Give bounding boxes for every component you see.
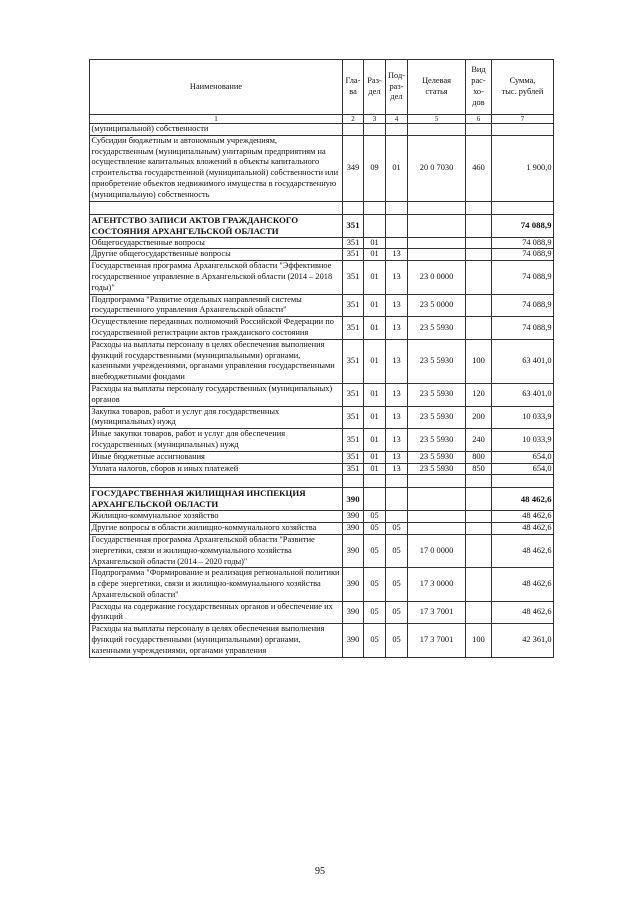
table-row: [90, 488, 554, 511]
table-row: [90, 601, 554, 624]
row-amount-cell: 48 462,6: [492, 601, 554, 624]
header-expense-type: Вид рас- хо- дов: [466, 60, 492, 115]
row-subsection-cell: 13: [386, 429, 408, 452]
row-section-cell: 01: [364, 317, 386, 340]
row-subsection-cell: 05: [386, 523, 408, 535]
row-chapter-cell: 390: [343, 624, 364, 657]
row-name-cell: Государственная программа Архангельской области "Эффективное государственное управление в Архангельской области (2014 – 2018 годы)": [90, 261, 343, 294]
row-name-cell: Подпрограмма "Формирование и реализация региональной политики в сфере энергетики, связи и жилищно-коммунального хозяйства Архангельской области": [90, 568, 343, 601]
row-expense-cell: [466, 214, 492, 237]
row-chapter-cell: 351: [343, 429, 364, 452]
row-target-cell: 23 5 5930: [408, 406, 466, 429]
row-chapter-cell: [343, 201, 364, 214]
row-target-cell: 23 5 5930: [408, 451, 466, 463]
row-name-cell: Подпрограмма "Развитие отдельных направлений системы государственного управления Архангельской области": [90, 294, 343, 317]
row-amount-cell: 74 088,9: [492, 294, 554, 317]
row-name-cell: Уплата налогов, сборов и иных платежей: [90, 463, 343, 475]
row-name-cell: Субсидии бюджетным и автономным учреждениям, государственным (муниципальным) унитарным предприятиям на осуществление капитальных вложений в объекты капитального строительства государственной (муниципальной) собственности или приобретение объектов недвижимого имущества в государственную (муниципальную) собственность: [90, 135, 343, 201]
column-index: 7: [492, 115, 554, 124]
row-section-cell: [364, 214, 386, 237]
row-chapter-cell: 390: [343, 523, 364, 535]
row-section-cell: 01: [364, 406, 386, 429]
row-target-cell: [408, 511, 466, 523]
row-name-cell: АГЕНТСТВО ЗАПИСИ АКТОВ ГРАЖДАНСКОГО СОСТОЯНИЯ АРХАНГЕЛЬСКОЙ ОБЛАСТИ: [90, 214, 343, 237]
budget-table: [89, 59, 554, 658]
row-section-cell: [364, 488, 386, 511]
row-subsection-cell: 13: [386, 317, 408, 340]
row-expense-cell: [466, 201, 492, 214]
row-target-cell: 23 5 5930: [408, 429, 466, 452]
row-name-cell: Расходы на выплаты персоналу государственных (муниципальных) органов: [90, 383, 343, 406]
row-subsection-cell: 13: [386, 383, 408, 406]
row-expense-cell: [466, 261, 492, 294]
row-expense-cell: [466, 237, 492, 249]
row-expense-cell: [466, 523, 492, 535]
row-section-cell: 05: [364, 534, 386, 567]
row-section-cell: 05: [364, 511, 386, 523]
row-subsection-cell: 05: [386, 601, 408, 624]
row-name-cell: Другие общегосударственные вопросы: [90, 249, 343, 261]
row-target-cell: 23 0 0000: [408, 261, 466, 294]
row-chapter-cell: 390: [343, 534, 364, 567]
row-amount-cell: 10 033,9: [492, 429, 554, 452]
table-row: [90, 317, 554, 340]
row-amount-cell: 48 462,6: [492, 488, 554, 511]
column-index: 1: [90, 115, 343, 124]
row-expense-cell: 800: [466, 451, 492, 463]
row-amount-cell: 654,0: [492, 463, 554, 475]
header-name: Наименование: [90, 60, 343, 115]
row-name-cell: Другие вопросы в области жилищно-коммунального хозяйства: [90, 523, 343, 535]
row-amount-cell: 42 361,0: [492, 624, 554, 657]
page-number: 95: [315, 866, 325, 877]
table-row: [90, 624, 554, 657]
row-subsection-cell: [386, 475, 408, 488]
row-name-cell: Иные закупки товаров, работ и услуг для обеспечения государственных (муниципальных) нужд: [90, 429, 343, 452]
row-expense-cell: [466, 511, 492, 523]
row-chapter-cell: 349: [343, 135, 364, 201]
row-subsection-cell: 13: [386, 406, 408, 429]
row-expense-cell: [466, 534, 492, 567]
row-amount-cell: 74 088,9: [492, 249, 554, 261]
row-name-cell: Закупка товаров, работ и услуг для государственных (муниципальных) нужд: [90, 406, 343, 429]
row-amount-cell: 74 088,9: [492, 214, 554, 237]
table-row: [90, 261, 554, 294]
row-amount-cell: [492, 201, 554, 214]
table-row: [90, 463, 554, 475]
row-section-cell: [364, 201, 386, 214]
row-section-cell: 01: [364, 429, 386, 452]
row-chapter-cell: 351: [343, 294, 364, 317]
row-amount-cell: 48 462,6: [492, 568, 554, 601]
row-chapter-cell: 351: [343, 261, 364, 294]
budget-sheet: [89, 59, 553, 658]
row-section-cell: 05: [364, 568, 386, 601]
row-name-cell: ГОСУДАРСТВЕННАЯ ЖИЛИЩНАЯ ИНСПЕКЦИЯ АРХАНГЕЛЬСКОЙ ОБЛАСТИ: [90, 488, 343, 511]
table-row: [90, 475, 554, 488]
row-target-cell: 23 5 5930: [408, 317, 466, 340]
row-chapter-cell: 351: [343, 317, 364, 340]
table-row: [90, 568, 554, 601]
row-name-cell: Жилищно-коммунальное хозяйство: [90, 511, 343, 523]
row-name-cell: Осуществление переданных полномочий Российской Федерации по государственной регистрации актов гражданского состояния: [90, 317, 343, 340]
row-subsection-cell: 13: [386, 249, 408, 261]
header-subsection: Под- раз- дел: [386, 60, 408, 115]
row-amount-cell: [492, 124, 554, 136]
row-chapter-cell: 390: [343, 488, 364, 511]
column-index: 3: [364, 115, 386, 124]
row-target-cell: 17 3 7001: [408, 624, 466, 657]
header-target-article: Целевая статья: [408, 60, 466, 115]
table-row: [90, 135, 554, 201]
row-section-cell: 01: [364, 249, 386, 261]
row-amount-cell: 63 401,0: [492, 339, 554, 383]
row-chapter-cell: 351: [343, 214, 364, 237]
row-target-cell: [408, 201, 466, 214]
row-amount-cell: 48 462,6: [492, 511, 554, 523]
row-chapter-cell: 390: [343, 601, 364, 624]
table-row: [90, 429, 554, 452]
row-target-cell: [408, 475, 466, 488]
row-name-cell: Расходы на содержание государственных органов и обеспечение их функций: [90, 601, 343, 624]
table-row: [90, 339, 554, 383]
row-target-cell: 23 5 5930: [408, 463, 466, 475]
row-amount-cell: 48 462,6: [492, 523, 554, 535]
table-row: [90, 523, 554, 535]
row-subsection-cell: 05: [386, 568, 408, 601]
row-expense-cell: 100: [466, 339, 492, 383]
row-section-cell: 01: [364, 294, 386, 317]
header-section: Раз- дел: [364, 60, 386, 115]
row-target-cell: 23 5 0000: [408, 294, 466, 317]
row-subsection-cell: 13: [386, 261, 408, 294]
row-expense-cell: 120: [466, 383, 492, 406]
row-target-cell: 23 5 5930: [408, 339, 466, 383]
row-expense-cell: [466, 488, 492, 511]
row-amount-cell: 74 088,9: [492, 237, 554, 249]
row-name-cell: Расходы на выплаты персоналу в целях обеспечения выполнения функций государственными (муниципальными) органами, казенными учреждениями, органами управления государственными внебюджетными фондами: [90, 339, 343, 383]
row-expense-cell: [466, 249, 492, 261]
row-amount-cell: 74 088,9: [492, 317, 554, 340]
row-section-cell: 01: [364, 261, 386, 294]
row-chapter-cell: 351: [343, 383, 364, 406]
row-target-cell: [408, 214, 466, 237]
row-subsection-cell: 13: [386, 463, 408, 475]
row-chapter-cell: 351: [343, 339, 364, 383]
row-section-cell: 01: [364, 451, 386, 463]
row-target-cell: 23 5 5930: [408, 383, 466, 406]
table-row: [90, 406, 554, 429]
row-amount-cell: 1 900,0: [492, 135, 554, 201]
column-index: 5: [408, 115, 466, 124]
header-row: [90, 60, 554, 115]
row-subsection-cell: 05: [386, 534, 408, 567]
row-amount-cell: 10 033,9: [492, 406, 554, 429]
row-chapter-cell: 351: [343, 237, 364, 249]
row-target-cell: [408, 249, 466, 261]
row-section-cell: 05: [364, 624, 386, 657]
row-target-cell: 17 3 0000: [408, 568, 466, 601]
row-expense-cell: [466, 294, 492, 317]
row-section-cell: 09: [364, 135, 386, 201]
table-row: [90, 511, 554, 523]
row-subsection-cell: 13: [386, 294, 408, 317]
row-section-cell: 01: [364, 237, 386, 249]
table-body: [90, 124, 554, 658]
row-chapter-cell: 390: [343, 568, 364, 601]
row-chapter-cell: 351: [343, 406, 364, 429]
row-target-cell: [408, 124, 466, 136]
row-name-cell: Государственная программа Архангельской области "Развитие энергетики, связи и жилищно-коммунального хозяйства Архангельской области (2014 – 2020 годы)": [90, 534, 343, 567]
row-expense-cell: [466, 601, 492, 624]
row-expense-cell: 100: [466, 624, 492, 657]
table-row: [90, 451, 554, 463]
row-chapter-cell: [343, 124, 364, 136]
table-row: [90, 249, 554, 261]
row-expense-cell: 850: [466, 463, 492, 475]
row-subsection-cell: 01: [386, 135, 408, 201]
row-target-cell: [408, 523, 466, 535]
table-row: [90, 383, 554, 406]
row-expense-cell: 240: [466, 429, 492, 452]
row-target-cell: 20 0 7030: [408, 135, 466, 201]
row-subsection-cell: [386, 124, 408, 136]
row-section-cell: 01: [364, 463, 386, 475]
table-row: [90, 124, 554, 136]
row-amount-cell: [492, 475, 554, 488]
row-section-cell: [364, 475, 386, 488]
header-amount: Сумма, тыс. рублей: [492, 60, 554, 115]
row-target-cell: [408, 488, 466, 511]
row-section-cell: [364, 124, 386, 136]
row-expense-cell: [466, 475, 492, 488]
row-chapter-cell: 351: [343, 463, 364, 475]
row-section-cell: 01: [364, 339, 386, 383]
column-index: 2: [343, 115, 364, 124]
row-target-cell: [408, 237, 466, 249]
table-row: [90, 294, 554, 317]
row-amount-cell: 654,0: [492, 451, 554, 463]
row-subsection-cell: [386, 488, 408, 511]
row-expense-cell: [466, 124, 492, 136]
row-subsection-cell: 05: [386, 624, 408, 657]
row-section-cell: 05: [364, 601, 386, 624]
row-subsection-cell: [386, 214, 408, 237]
row-name-cell: (муниципальной) собственности: [90, 124, 343, 136]
row-chapter-cell: 390: [343, 511, 364, 523]
row-subsection-cell: 13: [386, 451, 408, 463]
row-subsection-cell: [386, 201, 408, 214]
row-amount-cell: 63 401,0: [492, 383, 554, 406]
row-name-cell: Иные бюджетные ассигнования: [90, 451, 343, 463]
row-amount-cell: 74 088,9: [492, 261, 554, 294]
row-section-cell: 01: [364, 383, 386, 406]
row-name-cell: Расходы на выплаты персоналу в целях обеспечения выполнения функций государственными (муниципальными) органами, казенными учреждениями, органами управления: [90, 624, 343, 657]
row-expense-cell: [466, 317, 492, 340]
row-chapter-cell: 351: [343, 249, 364, 261]
row-chapter-cell: 351: [343, 451, 364, 463]
row-amount-cell: 48 462,6: [492, 534, 554, 567]
row-expense-cell: [466, 568, 492, 601]
row-subsection-cell: 13: [386, 339, 408, 383]
row-name-cell: [90, 201, 343, 214]
column-index-row: [90, 115, 554, 124]
column-index: 6: [466, 115, 492, 124]
header-chapter: Гла- ва: [343, 60, 364, 115]
row-chapter-cell: [343, 475, 364, 488]
table-row: [90, 201, 554, 214]
row-section-cell: 05: [364, 523, 386, 535]
row-target-cell: 17 3 7001: [408, 601, 466, 624]
row-subsection-cell: [386, 237, 408, 249]
row-subsection-cell: [386, 511, 408, 523]
table-row: [90, 214, 554, 237]
row-name-cell: [90, 475, 343, 488]
row-expense-cell: 460: [466, 135, 492, 201]
column-index: 4: [386, 115, 408, 124]
table-row: [90, 534, 554, 567]
table-row: [90, 237, 554, 249]
row-expense-cell: 200: [466, 406, 492, 429]
row-name-cell: Общегосударственные вопросы: [90, 237, 343, 249]
row-target-cell: 17 0 0000: [408, 534, 466, 567]
